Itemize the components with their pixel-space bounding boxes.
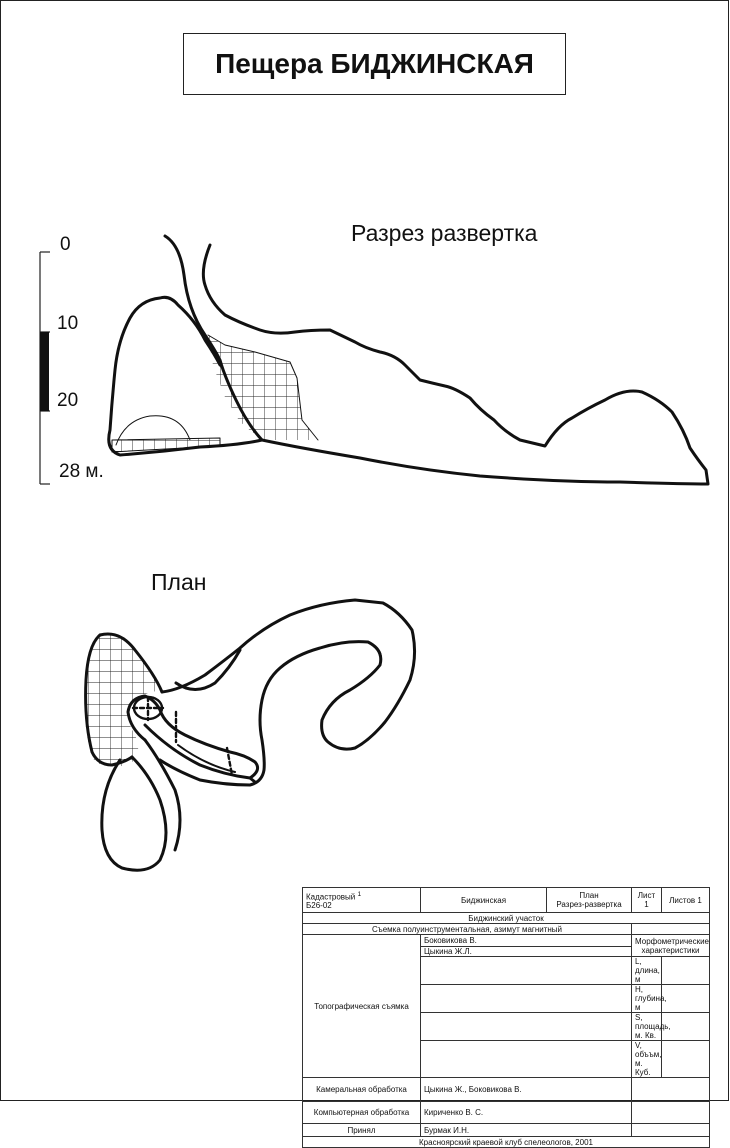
scale-tick-20: 20	[57, 390, 79, 411]
cadastral-cell	[303, 888, 421, 913]
cadastral-code: Б26-02	[306, 901, 332, 911]
club-name: Красноярский краевой клуб спелеологов, 2001	[303, 1137, 710, 1148]
scale-filled-segment	[40, 332, 49, 411]
cadastral-label: Кадастровый	[306, 892, 356, 902]
accepted-value: Бурмак И.Н.	[421, 1124, 632, 1137]
morpho-length: L, длина, м	[632, 957, 662, 985]
title-block	[302, 887, 710, 1148]
cave-name: Биджинская	[421, 888, 547, 913]
page-title: Пещера БИДЖИНСКАЯ	[215, 48, 534, 79]
area-name: Биджинский участок	[303, 913, 710, 924]
hatched-area	[208, 335, 318, 440]
cadastral-sup: 1	[357, 890, 362, 898]
computer-value: Кириченко В. С.	[421, 1102, 632, 1124]
sheet-type-plan: План	[579, 891, 599, 900]
sheet-type	[547, 888, 632, 913]
morpho-volume: V, объъм, м. Куб.	[632, 1041, 662, 1078]
sheets-total: Листов 1	[662, 888, 710, 913]
cave-plan	[85, 600, 415, 870]
sheet-number: Лист 1	[632, 888, 662, 913]
cave-section	[109, 236, 708, 484]
topo-survey-label: Топографическая съямка	[303, 935, 421, 1078]
morpho-title: Морфометрические характеристики	[632, 935, 710, 957]
survey-type: Съемка полуинструментальная, азимут магнитный	[303, 924, 632, 935]
computer-label: Компьютерная обработка	[303, 1102, 421, 1124]
topo-person-1: Боковикова В.	[421, 935, 632, 947]
plan-view-label: План	[151, 569, 207, 595]
topo-person-2: Цыкина Ж.Л.	[421, 947, 632, 957]
scale-tick-10: 10	[57, 313, 79, 334]
cameral-label: Камеральная обработка	[303, 1078, 421, 1102]
morpho-area: S, площадь, м. Кв.	[632, 1013, 662, 1041]
section-view-label: Разрез развертка	[351, 220, 538, 246]
morpho-depth: H, глубина, м	[632, 985, 662, 1013]
scale-tick-0: 0	[60, 234, 71, 255]
accepted-label: Принял	[303, 1124, 421, 1137]
cameral-value: Цыкина Ж., Боковикова В.	[421, 1078, 632, 1102]
scale-bar	[40, 252, 50, 484]
scale-tick-28: 28 м.	[59, 461, 104, 482]
sheet-type-section: Разрез-развертка	[556, 900, 622, 909]
